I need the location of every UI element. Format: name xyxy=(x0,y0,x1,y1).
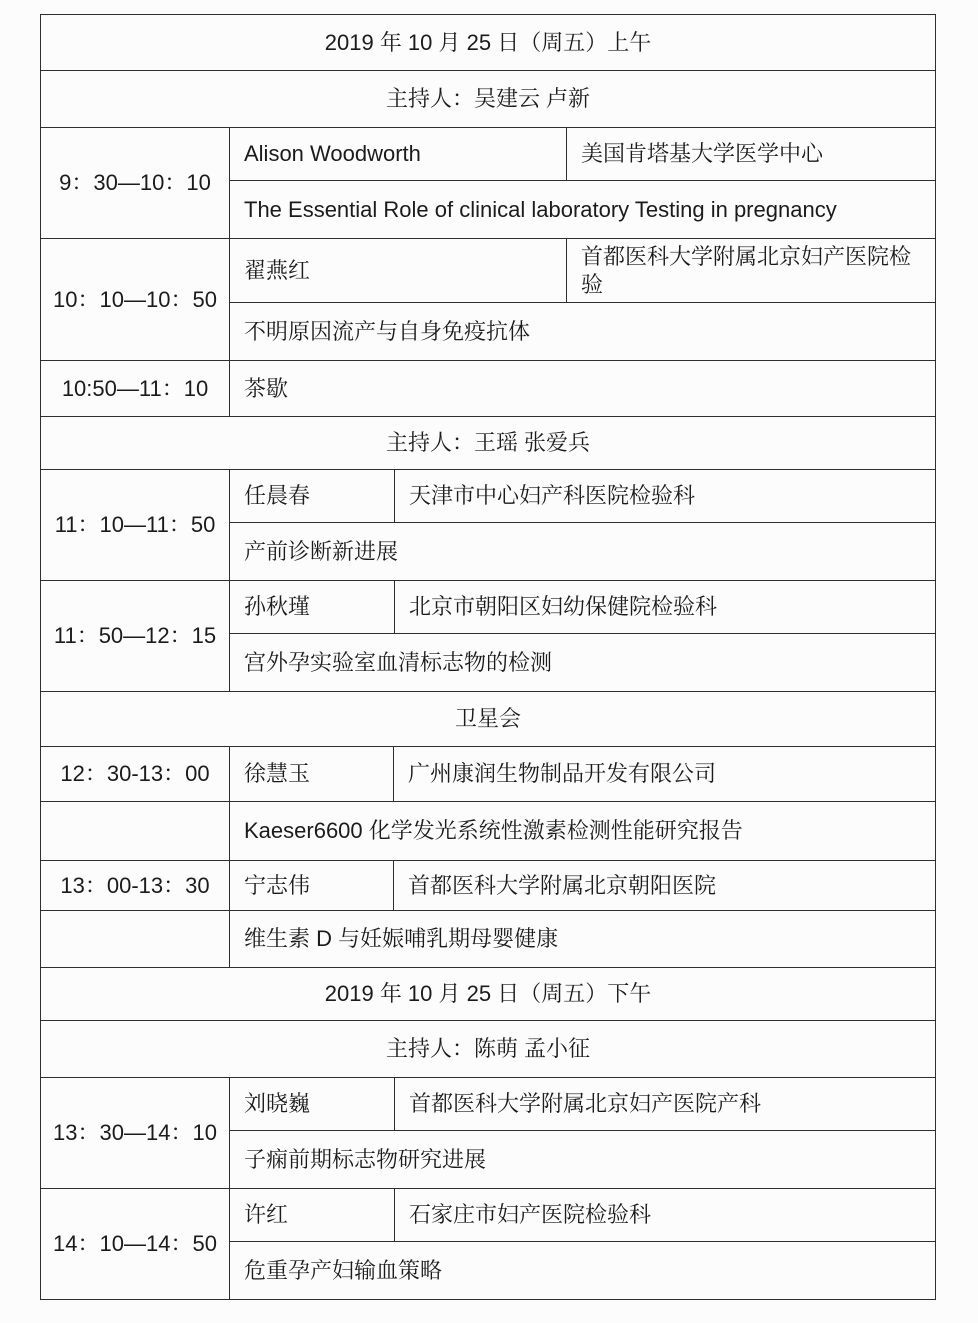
speaker-cell: 任晨春 xyxy=(244,483,311,509)
speaker-cell: 刘晓巍 xyxy=(244,1091,311,1117)
hosts-label: 主持人：吴建云 卢新 xyxy=(385,86,591,112)
topic-cell: 子痫前期标志物研究进展 xyxy=(230,1130,935,1188)
morning-hosts-row-1 xyxy=(41,70,935,127)
topic-cell: 宫外孕实验室血清标志物的检测 xyxy=(230,633,935,691)
hosts-label: 主持人：陈萌 孟小征 xyxy=(385,1036,591,1062)
talk-block xyxy=(41,238,935,360)
satellite-speaker-row xyxy=(41,860,935,910)
empty-time-cell xyxy=(41,802,229,860)
talk-block xyxy=(41,1188,935,1299)
talk-block xyxy=(41,469,935,580)
topic-cell: 产前诊断新进展 xyxy=(230,522,935,580)
afternoon-hosts-row xyxy=(41,1020,935,1077)
satellite-topic-row xyxy=(41,801,935,860)
time-cell: 10:50—11：10 xyxy=(61,375,209,401)
affiliation-cell: 首都医科大学附属北京妇产医院产科 xyxy=(394,1078,935,1130)
speaker-cell: 徐慧玉 xyxy=(229,747,393,801)
speaker-cell: 许红 xyxy=(244,1202,289,1228)
satellite-header-row xyxy=(41,691,935,746)
satellite-session-header: 卫星会 xyxy=(454,706,521,732)
morning-date-header: 2019 年 10 月 25 日（周五）上午 xyxy=(324,29,652,55)
speaker-cell: 翟燕红 xyxy=(244,257,311,283)
affiliation-cell: 天津市中心妇产科医院检验科 xyxy=(394,470,935,522)
affiliation-cell: 石家庄市妇产医院检验科 xyxy=(394,1189,935,1241)
talk-block xyxy=(41,580,935,691)
time-cell: 14：10—14：50 xyxy=(53,1231,217,1257)
topic-cell: Kaeser6600 化学发光系统性激素检测性能研究报告 xyxy=(229,802,935,860)
hosts-label: 主持人：王瑶 张爱兵 xyxy=(385,430,591,456)
time-cell: 10：10—10：50 xyxy=(53,286,217,312)
talk-block xyxy=(41,127,935,238)
speaker-cell: Alison Woodworth xyxy=(244,141,421,167)
afternoon-date-header: 2019 年 10 月 25 日（周五）下午 xyxy=(324,981,652,1007)
topic-cell: 危重孕产妇输血策略 xyxy=(230,1241,935,1299)
speaker-cell: 孙秋瑾 xyxy=(244,594,311,620)
speaker-cell: 宁志伟 xyxy=(229,861,393,910)
satellite-speaker-row xyxy=(41,746,935,801)
time-cell: 12：30-13：00 xyxy=(60,761,210,787)
affiliation-cell: 首都医科大学附属北京妇产医院检验 xyxy=(566,239,935,302)
talk-block xyxy=(41,1077,935,1188)
affiliation-cell: 首都医科大学附属北京朝阳医院 xyxy=(393,861,935,910)
affiliation-cell: 广州康润生物制品开发有限公司 xyxy=(393,747,935,801)
time-cell: 9：30—10：10 xyxy=(59,170,211,196)
topic-cell: 不明原因流产与自身免疫抗体 xyxy=(230,302,935,360)
morning-hosts-row-2 xyxy=(41,416,935,469)
empty-time-cell xyxy=(41,911,229,967)
time-cell: 11：10—11：50 xyxy=(54,512,216,538)
affiliation-cell: 北京市朝阳区妇幼保健院检验科 xyxy=(394,581,935,633)
time-cell: 11：50—12：15 xyxy=(53,623,217,649)
time-cell: 13：00-13：30 xyxy=(60,872,210,898)
morning-date-row xyxy=(41,15,935,70)
time-cell: 13：30—14：10 xyxy=(53,1120,217,1146)
topic-cell: The Essential Role of clinical laboratory Testing in pregnancy xyxy=(230,180,935,238)
affiliation-cell: 美国肯塔基大学医学中心 xyxy=(566,128,935,180)
tea-break-label: 茶歇 xyxy=(229,361,935,416)
afternoon-date-row xyxy=(41,967,935,1020)
topic-cell: 维生素 D 与妊娠哺乳期母婴健康 xyxy=(229,911,935,967)
conference-schedule-table xyxy=(40,14,936,1300)
tea-break-row xyxy=(41,360,935,416)
satellite-topic-row xyxy=(41,910,935,967)
